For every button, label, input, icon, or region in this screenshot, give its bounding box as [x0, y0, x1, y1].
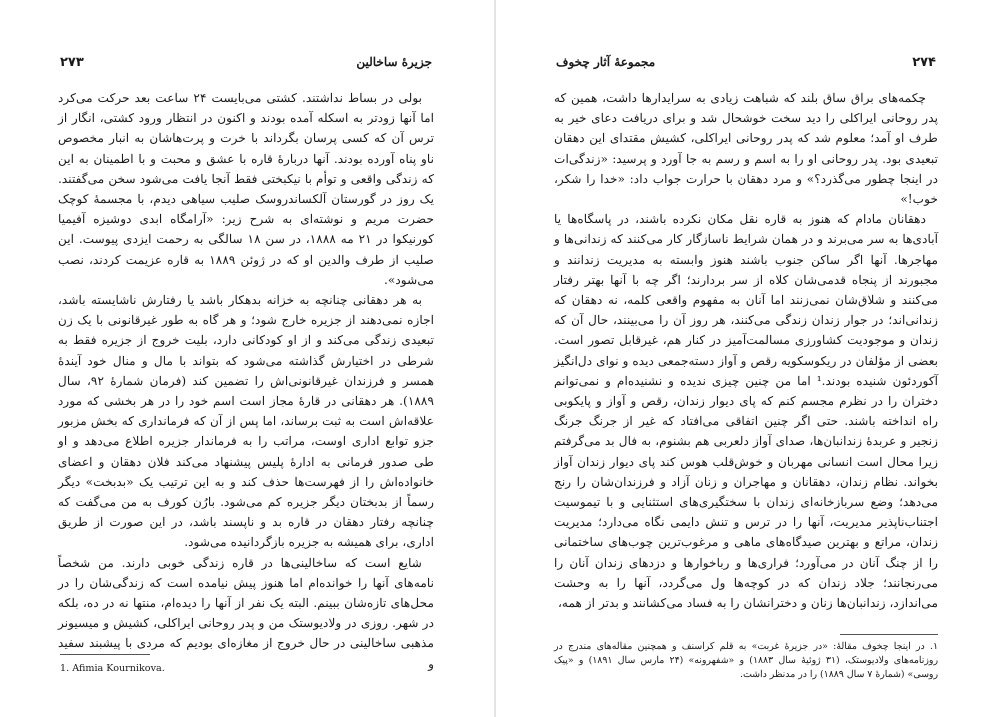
left-page-header [60, 52, 432, 72]
left-footnote-rule [60, 654, 150, 655]
left-running-title: جزیرهٔ ساخالین [356, 55, 432, 69]
left-paragraph-1: بولی در بساط نداشتند. کشتی می‌بایست ۲۴ ساعت بعد حرکت می‌کرد اما آنها زودتر به اسکله آمده بودند و اکنون در انتظار ورود کشتی، انگار از ترس آن که کسی پرسان بگرداند با خرت و پرت‌هاشان به انبار مخصوص ناو پناه آورده بودند. آنها دربارهٔ قاره با عشق و محبت و با اطمینان به این که زندگی واقعی و توأم با نیکبختی فقط آنجا یافت می‌شود سخن می‌گفتند. یک روز در گورستان آلکساندروسک صلیب سیاهی دیدم، با مجسمهٔ کوچک حضرت مریم و نوشته‌ای به شرح زیر: «آرامگاه ابدی دوشیزه آفیمیا کورنیکوا در ۲۱ مه ۱۸۸۸، در سن ۱۸ سالگی به رحمت ایزدی پیوست. این صلیب از طرف والدین او که در ژوئن ۱۸۸۹ به قاره عزیمت کردند، نصب می‌شود». [58, 91, 435, 287]
left-footnote: 1. Afimia Kournikova. [60, 663, 165, 674]
right-page [496, 0, 1000, 717]
right-page-header [556, 52, 936, 72]
left-paragraph-3: شایع است که ساخالینی‌ها در قاره زندگی خوبی دارند. من شخصاً نامه‌های آنها را خوانده‌ام اما هنوز پیش نیامده است که زندگی‌شان را در محل‌های تازه‌شان ببینم. البته یک نفر از آنها را دیده‌ام، منتها نه در ده، بلکه در شهر. روزی در ولادیوستک من و پدر روحانی ایراکلی، کشیش و میسیونر مذهبی ساخالینی در حال خروج از مغازه‌ای بودیم که مردی با پیشبند سفید و [58, 555, 434, 671]
right-paragraph-2: دهقانان مادام که هنوز به قاره نقل مکان نکرده باشند، در پاسگاه‌ها یا آبادی‌ها به سر می‌برند و در همان شرایط ناسازگار کار می‌کنند که زندانی‌ها و مهاجرها. آنها اگر ساکن جنوب باشند هنوز وابسته به مدیریت زندانند و مجبورند از پنجاه قدمی‌شان کلاه از سر بردارند؛ اگر چه با آنها بهتر رفتار می‌کنند و شلاق‌شان نمی‌زنند اما آنان به مفهوم واقعی کلمه، نه دهقان که زندانی‌اند؛ در جوار زندان زندگی می‌کنند، هر روز آن را می‌بینند، حال آن که زندان و موجودیت کشاورزی مسالمت‌آمیز در کنار هم، غیرقابل تصور است. بعضی از مؤلفان در ریکوسکویه رقص و آواز دسته‌جمعی دیده و نوای دل‌انگیز آکوردئون شنیده بودند.¹ اما من چنین چیزی ندیده و نشنیده‌ام و نمی‌توانم دختران را در نظرم مجسم کنم که پای دیوار زندان، رقص و آواز و پایکوبی راه انداخته باشند. حتی اگر چنین اتفاقی می‌افتاد که غیر از جرنگ جرنگ زنجیر و عربدهٔ زندانبان‌ها، صدای آواز دلعربی هم بشنوم، به فال بد می‌گرفتم زیرا محال است انسانی مهربان و خوش‌قلب هوس کند پای دیوار زندان آواز بخواند. نظام زندان، دهقانان و مهاجران و زنان آزاد و فرزندان‌شان را رنج می‌دهد؛ وضع سربازخانه‌ای زندان با سختگیری‌های استثنایی و با تیموسیت اجتناب‌ناپذیر مدیریت، آنها را در ترس و تنش دایمی نگاه می‌دارد؛ مدیریت زندان، مراتع و بهترین صیدگاه‌های ماهی و مرغوب‌ترین چوب‌های ساختمانی را از چنگ آنان در می‌آورد؛ فراری‌ها و رباخوارها و دزدهای زندان آنان را می‌رنجانند؛ جلاد زندان که در کوچه‌ها ول می‌گردد، آنها را به وحشت می‌اندازد، زندانبان‌ها زنان و دخترانشان را به فساد می‌کشانند و بدتر از همه، [554, 212, 939, 611]
right-page-number: ۲۷۴ [912, 54, 936, 70]
right-footnote: ۱. در اینجا چخوف مقالهٔ: «در جزیرهٔ غربت» به قلم کراسنف و همچنین مقاله‌های مندرج در روزنامه‌های ولادیوستک، (۳۱ ژوئیهٔ سال ۱۸۸۳) و «شفهرونه» (۲۴ مارس سال ۱۸۹۱) و «پیک روسی» (شمارهٔ ۷ سال ۱۸۸۹) را در مدنظر داشت. [554, 641, 938, 680]
right-running-title: مجموعهٔ آثار چخوف [556, 55, 656, 69]
right-body-text [554, 88, 938, 613]
right-paragraph-1: چکمه‌های براق ساق بلند که شباهت زیادی به سرایدارها داشت، همین که پدر روحانی ایراکلی را دید سخت خوشحال شد و برای دریافت دعای خیر به طرف او آمد؛ معلوم شد که پدر روحانی ایراکلی، کشیش مقتدای این دهقان تبعیدی بود. پدر روحانی او را به اسم و رسم به جا آورد و پرسید: «زندگی‌ات در اینجا چطور می‌گذرد؟» و مرد دهقان با حرارت جواب داد: «خدا را شکر، خوب!» [554, 91, 938, 207]
right-footnote-rule [840, 634, 938, 635]
left-body-text [58, 88, 434, 674]
left-page [0, 0, 495, 717]
left-paragraph-2: به هر دهقانی چنانچه به خزانه بدهکار باشد یا رفتارش ناشایسته باشد، اجازه نمی‌دهند از جزیره خارج شود؛ و هر گاه به طور غیرقانونی با یک زن تبعیدی زندگی می‌کند و از او کودکانی دارد، بلیت خروج از جزیره فقط به شرطی در اختیارش گذاشته می‌شود که بتواند با مال و منال خود آیندهٔ همسر و فرزندان غیرقانونی‌اش را تضمین کند (فرمان شمارهٔ ۹۲، سال ۱۸۸۹). هر دهقانی در قارهٔ مجاز است اسم خود را در هر بخشی که مورد علاقه‌اش است به ثبت برساند، اما پس از آن که فرمانداری که بخش مزبور جزو توابع اداری اوست، مراتب را به فرماندار جزیره اطلاع می‌دهد و او طی صدور فرمانی به ادارهٔ پلیس پیشنهاد می‌کند فلان دهقان و اعضای خانواده‌اش را از فهرست‌ها حذف کند و به این ترتیب یک «بدبخت» دیگر رسماً از بدبختان دیگر جزیره کم می‌شود. بارُن کورف به من می‌گفت که چنانچه رفتار دهقان در قاره بد و ناپسند باشد، در این صورت از طریق اداری، برای همیشه به جزیره بازگردانیده می‌شود. [58, 293, 434, 550]
left-page-number: ۲۷۳ [60, 54, 84, 70]
